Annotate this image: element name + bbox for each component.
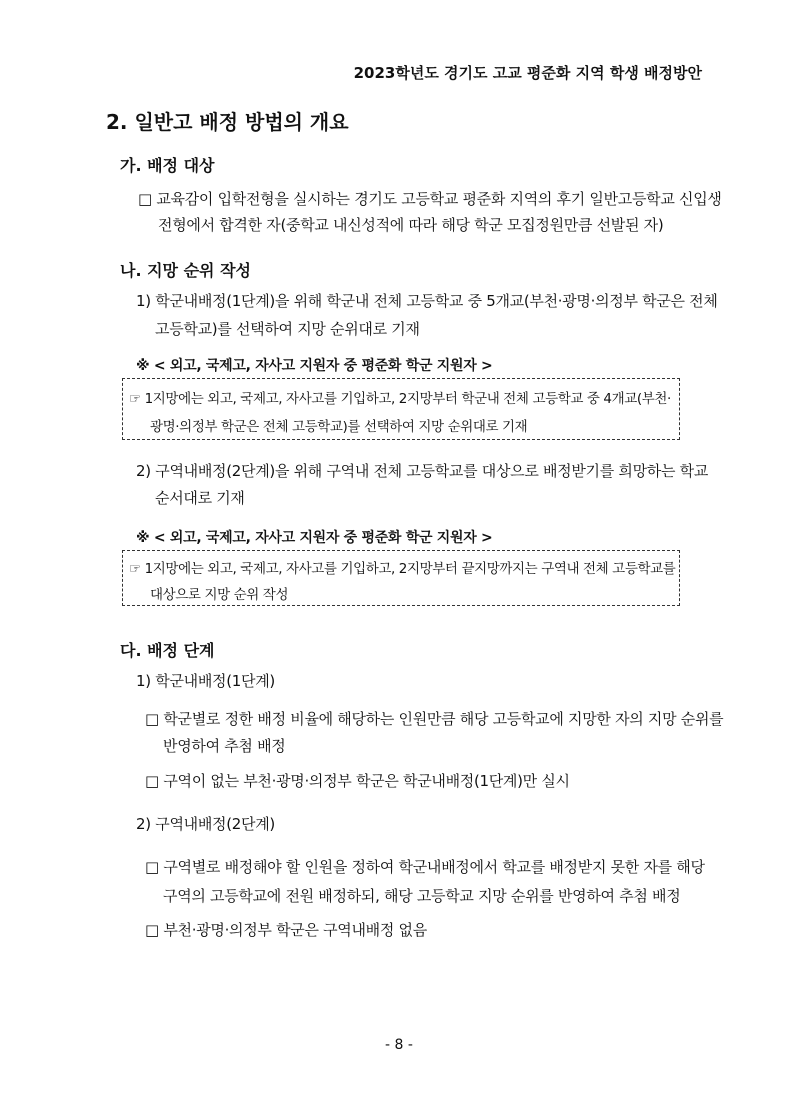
page-number: - 8 -: [385, 1037, 413, 1053]
heading-assignment-stages: 다. 배정 단계: [120, 641, 215, 660]
preference-item2-line2: 순서대로 기재: [155, 489, 245, 507]
preference-item1-line1: 1) 학군내배정(1단계)을 위해 학군내 전체 고등학교 중 5개교(부천·광명·의정부 학군은 전체: [136, 292, 718, 310]
note1-line2: 광명·의정부 학군은 전체 고등학교)를 선택하여 지망 순위대로 기재: [150, 419, 528, 435]
preference-item1-line2: 고등학교)를 선택하여 지망 순위대로 기재: [155, 320, 420, 338]
stage2-bullet1-line1: □ 구역별로 배정해야 할 인원을 정하여 학군내배정에서 학교를 배정받지 못한 자를 해당: [145, 858, 705, 876]
stage2-bullet1-line2: 구역의 고등학교에 전원 배정하되, 해당 고등학교 지망 순위를 반영하여 추첨 배정: [163, 887, 681, 905]
stage1-bullet1-line2: 반영하여 추첨 배정: [163, 737, 286, 755]
stage1-bullet2: □ 구역이 없는 부천·광명·의정부 학군은 학군내배정(1단계)만 실시: [145, 772, 570, 790]
stage2-title: 2) 구역내배정(2단계): [136, 815, 275, 833]
note1-box: [122, 378, 680, 440]
preference-item2-line1: 2) 구역내배정(2단계)을 위해 구역내 전체 고등학교를 대상으로 배정받기를 희망하는 학교: [136, 462, 709, 480]
stage1-bullet1-line1: □ 학군별로 정한 배정 비율에 해당하는 인원만큼 해당 고등학교에 지망한 자의 지망 순위를: [145, 710, 724, 728]
heading-target: 가. 배정 대상: [120, 156, 215, 175]
section-title: 2. 일반고 배정 방법의 개요: [106, 110, 349, 134]
target-bullet-line2: 전형에서 합격한 자(중학교 내신성적에 따라 해당 학군 모집정원만큼 선발된 자): [158, 216, 664, 234]
note2-line2: 대상으로 지망 순위 작성: [150, 587, 289, 603]
note1-line1: ☞ 1지망에는 외고, 국제고, 자사고를 기입하고, 2지망부터 학군내 전체 고등학교 중 4개교(부천·: [129, 391, 671, 407]
note1-heading: ※ < 외고, 국제고, 자사고 지원자 중 평준화 학군 지원자 >: [136, 358, 493, 374]
note2-line1: ☞ 1지망에는 외고, 국제고, 자사고를 기입하고, 2지망부터 끝지망까지는 구역내 전체 고등학교를: [129, 561, 676, 577]
stage1-title: 1) 학군내배정(1단계): [136, 672, 275, 690]
target-bullet-line1: □ 교육감이 입학전형을 실시하는 경기도 고등학교 평준화 지역의 후기 일반고등학교 신입생: [138, 190, 722, 208]
note2-heading: ※ < 외고, 국제고, 자사고 지원자 중 평준화 학군 지원자 >: [136, 530, 493, 546]
stage2-bullet2: □ 부천·광명·의정부 학군은 구역내배정 없음: [145, 921, 427, 939]
note2-box: [122, 550, 680, 606]
document-header: 2023학년도 경기도 고교 평준화 지역 학생 배정방안: [353, 64, 702, 82]
heading-preference-order: 나. 지망 순위 작성: [120, 261, 251, 280]
